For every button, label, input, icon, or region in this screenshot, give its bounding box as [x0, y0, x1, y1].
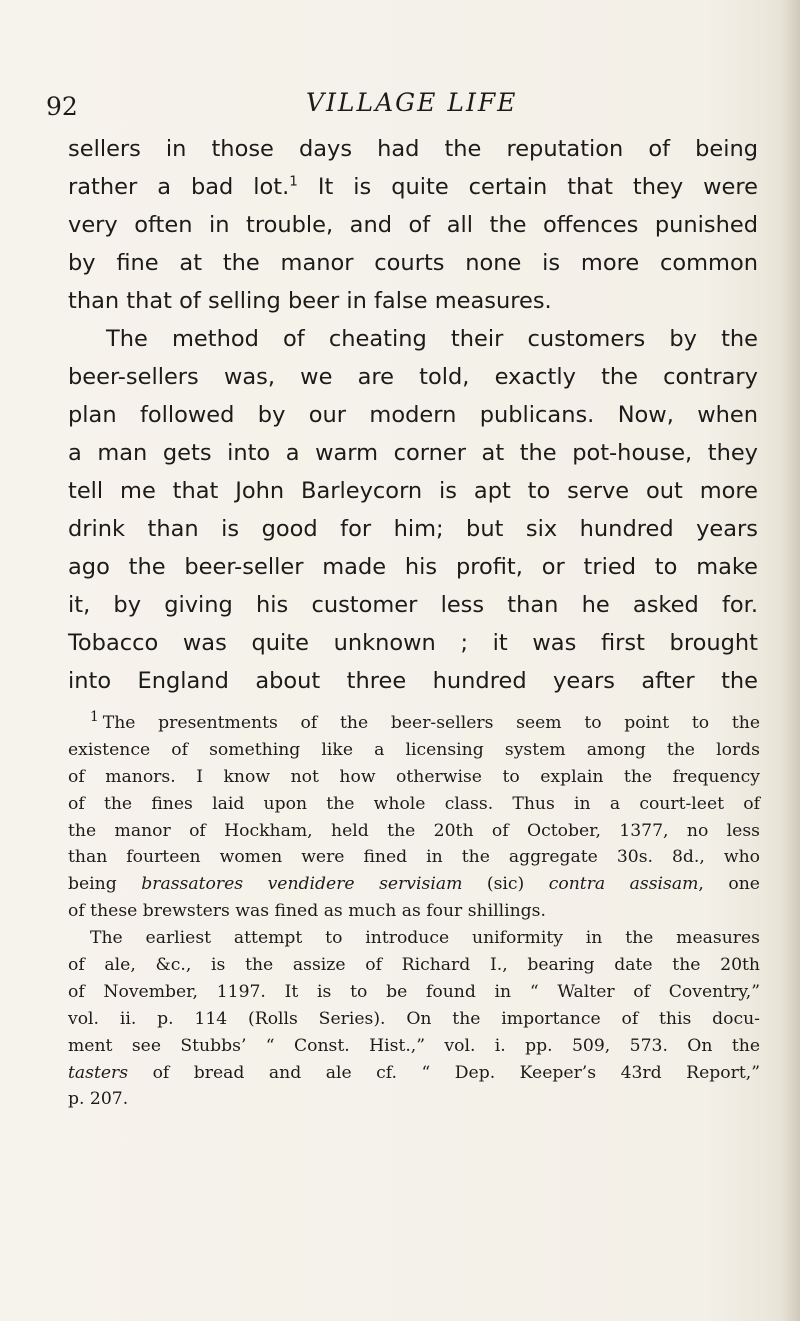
body-line: beer-sellers was, we are told, exactly the contrary	[68, 364, 758, 390]
footnote-line: the manor of Hockham, held the 20th of October, 1377, no less	[68, 820, 760, 841]
page-edge-shadow	[782, 0, 800, 1321]
body-line: it, by giving his customer less than he asked for.	[68, 592, 758, 618]
footnote-line	[68, 1060, 760, 1087]
footnote-line: The earliest attempt to introduce uniformity in the measures	[90, 928, 760, 949]
footnote-line: of these brewsters was fined as much as four shillings.	[68, 901, 546, 922]
latin-phrase: brassatores vendidere servisiam	[141, 874, 463, 895]
footnote-line: of manors. I know not how otherwise to explain the frequency	[68, 766, 760, 787]
footnote-line: vol. ii. p. 114 (Rolls Series). On the importance of this docu-	[68, 1008, 760, 1029]
body-line-text: rather a bad lot.	[68, 174, 290, 200]
footnote-line: of November, 1197. It is to be found in “ Walter of Coventry,”	[68, 981, 760, 1002]
body-line: a man gets into a warm corner at the pot-house, they	[68, 440, 758, 466]
footnote-line: of ale, &c., is the assize of Richard I., bearing date the 20th	[68, 955, 760, 976]
footnote-marker: 1	[90, 709, 99, 726]
body-line: sellers in those days had the reputation of being	[68, 136, 758, 162]
footnote-line: p. 207.	[68, 1089, 129, 1110]
footnote-line-text: (sic)	[462, 874, 549, 895]
footnote-line: ment see Stubbs’ “ Const. Hist.,” vol. i. pp. 509, 573. On the	[68, 1035, 760, 1056]
footnote-line	[68, 710, 760, 737]
footnote-line: existence of something like a licensing system among the lords	[68, 739, 760, 760]
body-line: by fine at the manor courts none is more common	[68, 250, 758, 276]
footnote-line	[68, 871, 760, 898]
body-text	[68, 130, 758, 700]
body-line: Tobacco was quite unknown ; it was first brought	[68, 630, 758, 656]
body-line: plan followed by our modern publicans. Now, when	[68, 402, 758, 428]
footnote-line-text: of bread and ale cf. “ Dep. Keeper’s 43rd Report,”	[128, 1062, 760, 1083]
body-line: drink than is good for him; but six hundred years	[68, 516, 758, 542]
body-line: The method of cheating their customers by the	[106, 326, 758, 352]
footnote-line-text: , one	[698, 874, 760, 895]
footnote-line: of the fines laid upon the whole class. Thus in a court-leet of	[68, 793, 760, 814]
running-head: VILLAGE LIFE	[306, 88, 518, 117]
body-line: into England about three hundred years after the	[68, 668, 758, 694]
page-number: 92	[46, 92, 78, 121]
italic-term: tasters	[68, 1062, 129, 1083]
page-header	[46, 88, 766, 128]
footnote-line-text: The presentments of the beer-sellers seem to point to the	[102, 713, 760, 733]
footnote-line-text: being	[68, 874, 142, 895]
latin-phrase: contra assisam	[548, 874, 699, 895]
body-line: than that of selling beer in false measures.	[68, 288, 552, 314]
footnote-line: than fourteen women were fined in the aggregate 30s. 8d., who	[68, 847, 760, 868]
body-line: tell me that John Barleycorn is apt to serve out more	[68, 478, 758, 504]
body-line-text: It is quite certain that they were	[297, 174, 758, 200]
body-line	[68, 168, 758, 206]
footnotes	[68, 710, 760, 1113]
body-line: ago the beer-seller made his profit, or tried to make	[68, 554, 758, 580]
footnote-reference: 1	[289, 173, 298, 190]
body-line: very often in trouble, and of all the offences punished	[68, 212, 758, 238]
